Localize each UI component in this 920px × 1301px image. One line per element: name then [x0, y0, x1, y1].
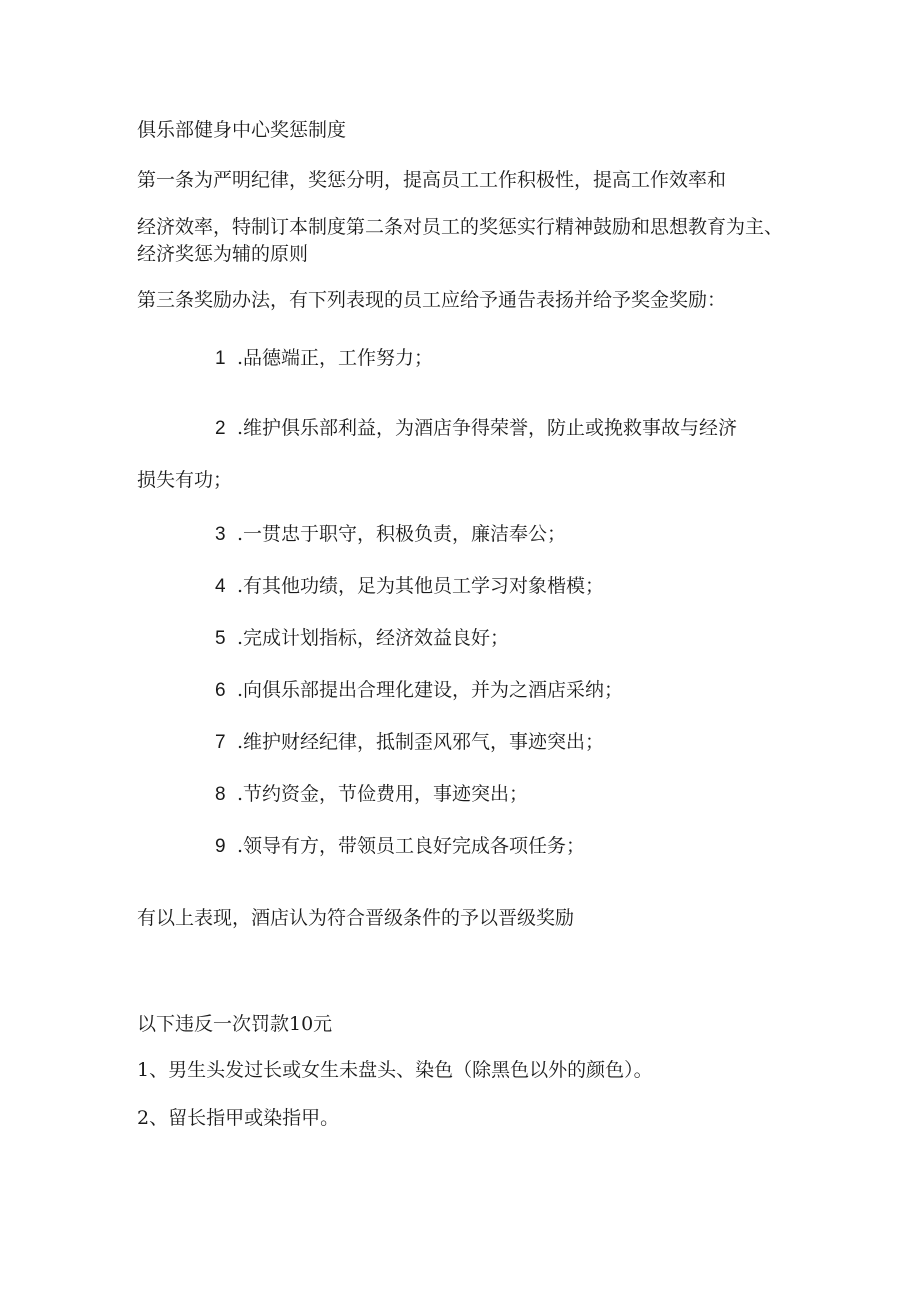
reward-item-4	[215, 574, 604, 600]
fine-item-1: 1、男生头发过长或女生未盘头、染色（除黑色以外的颜色）。	[137, 1059, 653, 1081]
promotion-note: 有以上表现，酒店认为符合晋级条件的予以晋级奖励	[137, 907, 575, 929]
reward-item-7	[215, 730, 604, 756]
reward-item-number: 7	[215, 732, 226, 753]
reward-item-text: .一贯忠于职守，积极负责，廉洁奉公；	[237, 523, 567, 545]
reward-item-6	[215, 678, 623, 704]
reward-item-text: .维护财经纪律，抵制歪风邪气，事迹突出；	[237, 731, 605, 753]
reward-item-2-continuation: 损失有功；	[137, 469, 233, 491]
fine-heading: 以下违反一次罚款10元	[137, 1013, 333, 1035]
reward-item-3	[215, 522, 566, 548]
reward-item-text: .有其他功绩，足为其他员工学习对象楷模；	[237, 575, 605, 597]
reward-item-number: 5	[215, 628, 226, 649]
article-3: 第三条奖励办法，有下列表现的员工应给予通告表扬并给予奖金奖励：	[137, 289, 727, 311]
reward-item-number: 4	[215, 576, 226, 597]
reward-item-text: .品德端正，工作努力；	[237, 347, 434, 369]
reward-item-number: 6	[215, 680, 226, 701]
fine-item-2: 2、留长指甲或染指甲。	[137, 1107, 340, 1129]
reward-item-9	[215, 834, 585, 860]
reward-item-1	[215, 346, 433, 372]
article-1-line-1: 第一条为严明纪律，奖惩分明，提高员工工作积极性，提高工作效率和	[137, 169, 727, 191]
reward-item-8	[215, 782, 528, 808]
reward-item-2	[215, 416, 737, 442]
reward-item-number: 3	[215, 524, 226, 545]
article-1-line-2: 经济效率，特制订本制度第二条对员工的奖惩实行精神鼓励和思想教育为主、经济奖惩为辅的原则	[137, 216, 784, 265]
reward-item-text: .领导有方，带领员工良好完成各项任务；	[237, 835, 586, 857]
reward-item-5	[215, 626, 509, 652]
reward-item-number: 8	[215, 784, 226, 805]
document-title: 俱乐部健身中心奖惩制度	[137, 119, 347, 141]
reward-item-number: 9	[215, 836, 226, 857]
reward-item-text: .维护俱乐部利益，为酒店争得荣誉，防止或挽救事故与经济	[237, 417, 738, 439]
reward-item-text: .完成计划指标，经济效益良好；	[237, 627, 510, 649]
reward-item-number: 2	[215, 418, 226, 439]
reward-item-text: .向俱乐部提出合理化建设，并为之酒店采纳；	[237, 679, 624, 701]
reward-item-text: .节约资金，节俭费用，事迹突出；	[237, 783, 529, 805]
reward-item-number: 1	[215, 348, 226, 369]
